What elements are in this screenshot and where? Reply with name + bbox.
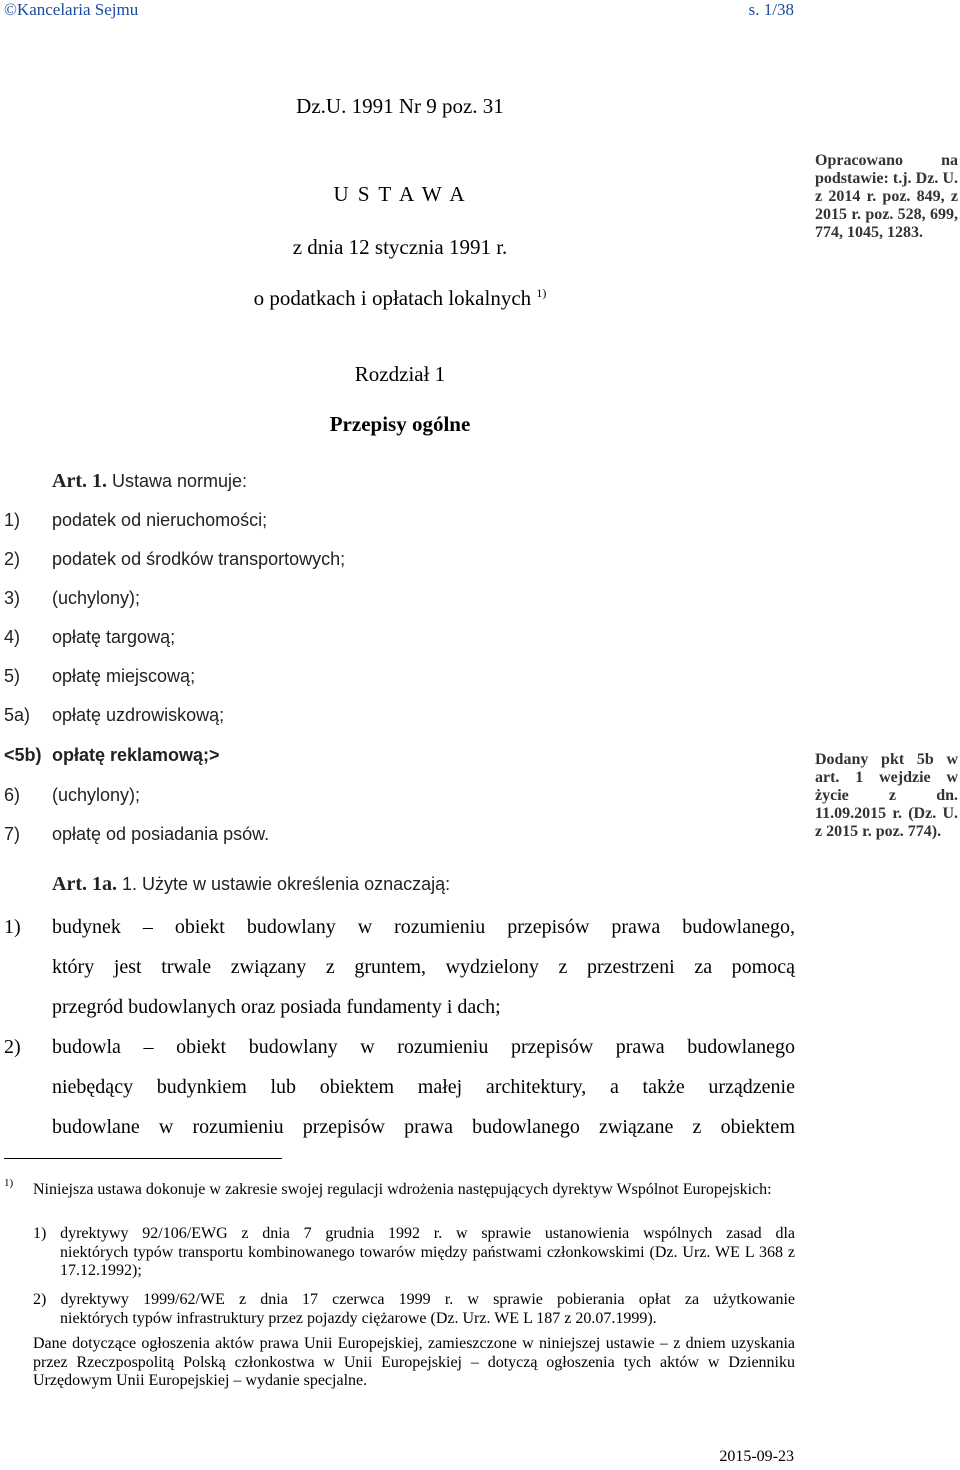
art1a-item2-line: budowla – obiekt budowlany w rozumieniu przepisów prawa budowlanego xyxy=(52,1036,795,1058)
footnote-ref: 1) xyxy=(536,286,547,300)
footer-date: 2015-09-23 xyxy=(719,1448,794,1465)
list-item: 1) podatek od nieruchomości; xyxy=(4,510,268,530)
footnote-intro: Niniejsza ustawa dokonuje w zakresie swojej regulacji wdrożenia następujących dyrektyw Wspólnot Europejskich: xyxy=(33,1181,772,1198)
footnote-item-first: 2) dyrektywy 1999/62/WE z dnia 17 czerwca 1999 r. w sprawie pobierania opłat za użytkowanie xyxy=(33,1291,795,1308)
document-type: U S T A W A xyxy=(333,182,467,206)
art1-intro: Ustawa normuje: xyxy=(112,471,248,491)
art1a-item2-num: 2) xyxy=(4,1036,21,1058)
list-item: 7) opłatę od posiadania psów. xyxy=(4,824,270,844)
document-date: z dnia 12 stycznia 1991 r. xyxy=(292,235,508,259)
document-subject xyxy=(0,286,800,311)
art1a-label: Art. 1a. xyxy=(52,873,117,895)
list-item: 5) opłatę miejscową; xyxy=(4,666,196,686)
footnote-item-rest: niektórych typów infrastruktury przez pojazdy ciężarowe (Dz. Urz. WE L 187 z 20.07.1999). xyxy=(60,1309,657,1327)
footnote-item-rest: niektórych typów transportu kombinowanego towarów między państwami członkowskimi (Dz. Urz. WE L 368 z 17.12.1992); xyxy=(60,1243,795,1280)
list-item: 2) podatek od środków transportowych; xyxy=(4,549,346,569)
chapter-label: Rozdział 1 xyxy=(354,362,446,386)
footnote-separator xyxy=(4,1158,282,1159)
side-note-basis: Opracowano na podstawie: t.j. Dz. U. z 2014 r. poz. 849, z 2015 r. poz. 528, 699, 774, 1045, 1283. xyxy=(815,152,958,241)
list-item-added: <5b) opłatę reklamową;> xyxy=(4,745,220,765)
footnote-item xyxy=(33,1225,795,1281)
header-publisher: ©Kancelaria Sejmu xyxy=(4,0,139,19)
list-item: 5a) opłatę uzdrowiskową; xyxy=(4,705,225,725)
list-item: 6) (uchylony); xyxy=(4,785,141,805)
art1a-heading xyxy=(52,873,450,896)
footnote-item xyxy=(33,1291,795,1328)
art1a-item2-line: budowlane w rozumieniu przepisów prawa budowlanego związane z obiektem xyxy=(52,1116,795,1138)
page-number: s. 1/38 xyxy=(748,0,794,19)
list-item: 3) (uchylony); xyxy=(4,588,141,608)
list-item: 4) opłatę targową; xyxy=(4,627,176,647)
journal-reference: Dz.U. 1991 Nr 9 poz. 31 xyxy=(296,94,504,118)
art1a-item1-line: przegród budowlanych oraz posiada fundamenty i dach; xyxy=(52,996,501,1018)
side-note-added: Dodany pkt 5b w art. 1 wejdzie w życie z dn. 11.09.2015 r. (Dz. U. z 2015 r. poz. 774). xyxy=(815,751,958,840)
art1a-item1-num: 1) xyxy=(4,916,21,938)
footnote-item-first: 1) dyrektywy 92/106/EWG z dnia 7 grudnia 1992 r. w sprawie ustanowienia wspólnych zasad dla xyxy=(33,1225,795,1242)
chapter-title: Przepisy ogólne xyxy=(329,412,471,436)
subject-text: o podatkach i opłatach lokalnych xyxy=(253,286,532,310)
art1a-item2-line: niebędący budynkiem lub obiektem małej architektury, a także urządzenie xyxy=(52,1076,795,1098)
art1-label: Art. 1. xyxy=(52,470,107,492)
art1a-intro: 1. Użyte w ustawie określenia oznaczają: xyxy=(122,874,451,894)
footnote-mark: 1) xyxy=(4,1177,14,1189)
art1a-item1-line: który jest trwale związany z gruntem, wydzielony z przestrzeni za pomocą xyxy=(52,956,795,978)
art1a-item1-line: budynek – obiekt budowlany w rozumieniu przepisów prawa budowlanego, xyxy=(52,916,795,938)
art1-heading xyxy=(52,470,247,493)
footnote-outro: Dane dotyczące ogłoszenia aktów prawa Unii Europejskiej, zamieszczone w niniejszej ustawie – z dniem uzyskania przez Rzeczpospolitą Polską członkostwa w Unii Europejskiej – dotyczą ogłoszenia tych aktów w Dzienniku Urzędowym Unii Europejskiej – wydanie specjalne. xyxy=(33,1335,795,1390)
